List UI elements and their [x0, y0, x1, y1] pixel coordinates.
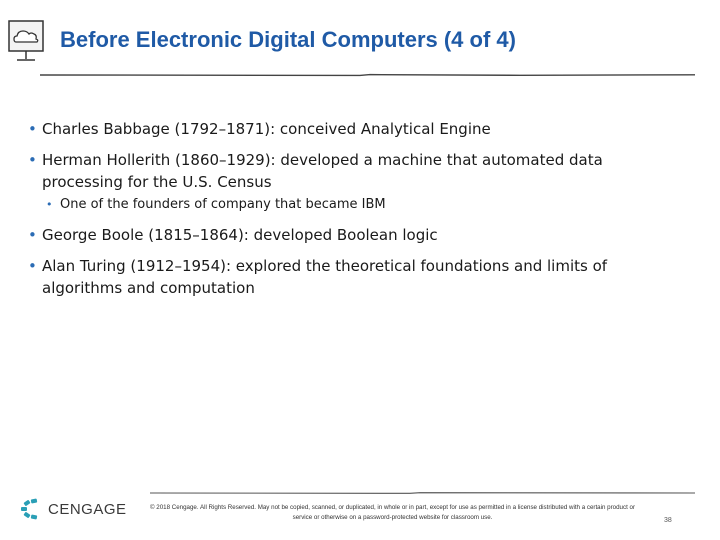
page-number: 38 — [664, 517, 672, 524]
slide-title: Before Electronic Digital Computers (4 of 4) — [60, 27, 516, 52]
title-divider — [40, 72, 695, 78]
bullet-item — [28, 224, 678, 246]
bullet-marker: • — [28, 151, 37, 169]
footer-divider — [150, 491, 695, 495]
sub-bullet-text: One of the founders of company that became IBM — [60, 197, 386, 212]
bullet-text: Alan Turing (1912–1954): explored the theoretical foundations and limits of algorithms and computation — [42, 257, 608, 297]
sub-bullet-item — [42, 195, 678, 215]
bullet-marker: • — [28, 257, 37, 275]
bullet-text: Charles Babbage (1792–1871): conceived Analytical Engine — [42, 120, 491, 138]
bullet-list — [28, 118, 678, 308]
bullet-marker: • — [28, 120, 37, 138]
cengage-logo — [18, 496, 127, 522]
cengage-logo-icon — [18, 497, 42, 521]
bullet-item — [28, 149, 678, 215]
bullet-text: Herman Hollerith (1860–1929): developed a machine that automated data processing for the U.S. Census — [42, 151, 603, 191]
sub-bullet-list — [42, 195, 678, 215]
sub-bullet-marker: • — [46, 198, 53, 211]
cloud-monitor-icon — [6, 18, 46, 68]
logo-text: CENGAGE — [48, 500, 127, 518]
bullet-text: George Boole (1815–1864): developed Boolean logic — [42, 226, 438, 244]
bullet-item — [28, 255, 678, 299]
copyright-notice: © 2018 Cengage. All Rights Reserved. May not be copied, scanned, or duplicated, in whole or in part, except for use as permitted in a license distributed with a certain product or service or otherwise on a password-protected website for classroom use. — [149, 504, 636, 521]
bullet-item — [28, 118, 678, 140]
bullet-marker: • — [28, 226, 37, 244]
